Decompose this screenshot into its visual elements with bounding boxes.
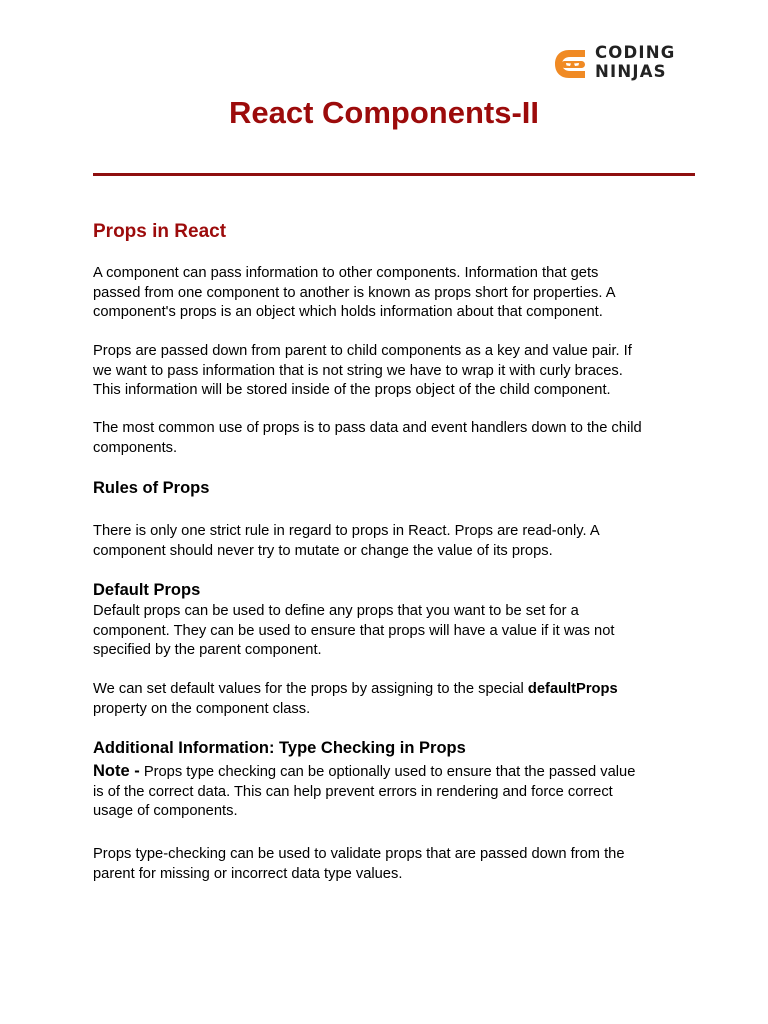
- text-line: components.: [93, 439, 178, 456]
- text-line: property on the component class.: [93, 700, 311, 717]
- text-line: [93, 762, 703, 783]
- title-divider: [93, 173, 695, 176]
- heading-default-props: Default Props: [93, 581, 201, 599]
- text-line: is of the correct data. This can help prevent errors in rendering and force correct: [93, 783, 613, 800]
- note-label: Note -: [93, 762, 140, 780]
- paragraph-default-props: [93, 602, 703, 661]
- text-line: There is only one strict rule in regard to props in React. Props are read-only. A: [93, 523, 600, 539]
- paragraph-props-intro: [93, 264, 703, 323]
- heading-type-checking: Additional Information: Type Checking in Props: [93, 739, 466, 757]
- logo-line-1: CODING: [595, 43, 676, 62]
- ninja-mask-icon: [553, 48, 587, 80]
- text-line: Props are passed down from parent to child components as a key and value pair. If: [93, 343, 632, 359]
- section-heading-props: Props in React: [93, 221, 227, 242]
- paragraph-props-usage: [93, 419, 703, 458]
- paragraph-default-props-setting: [93, 680, 703, 719]
- text-line: component's props is an object which holds information about that component.: [93, 304, 603, 320]
- text-line: Default props can be used to define any props that you want to be set for a: [93, 603, 579, 619]
- paragraph-props-passing: [93, 342, 703, 401]
- logo-line-2: NINJAS: [595, 61, 667, 81]
- text-line: [93, 680, 703, 700]
- coding-ninjas-logo: [553, 44, 693, 84]
- logo-wordmark: [595, 44, 676, 81]
- text-line: Props type-checking can be used to validate props that are passed down from the: [93, 846, 625, 862]
- text-line: The most common use of props is to pass data and event handlers down to the child: [93, 420, 642, 436]
- text-span: Props type checking can be optionally used to ensure that the passed value: [139, 764, 636, 780]
- text-line: A component can pass information to other components. Information that gets: [93, 265, 599, 281]
- code-term-defaultprops: defaultProps: [527, 681, 618, 697]
- text-line: specified by the parent component.: [93, 642, 322, 658]
- text-line: component should never try to mutate or change the value of its props.: [93, 542, 553, 559]
- paragraph-type-checking: [93, 845, 703, 884]
- paragraph-note: [93, 762, 703, 822]
- text-line: we want to pass information that is not string we have to wrap it with curly braces.: [93, 362, 623, 379]
- text-span: We can set default values for the props by assigning to the special: [93, 681, 528, 697]
- heading-rules-of-props: Rules of Props: [93, 479, 210, 497]
- document-title: React Components-II: [228, 95, 540, 130]
- text-line: This information will be stored inside of the props object of the child component.: [93, 382, 611, 398]
- text-line: usage of components.: [93, 803, 238, 819]
- text-line: parent for missing or incorrect data type values.: [93, 865, 403, 882]
- text-line: passed from one component to another is known as props short for properties. A: [93, 284, 616, 301]
- text-line: component. They can be used to ensure that props will have a value if it was not: [93, 622, 615, 639]
- paragraph-rules: [93, 522, 703, 561]
